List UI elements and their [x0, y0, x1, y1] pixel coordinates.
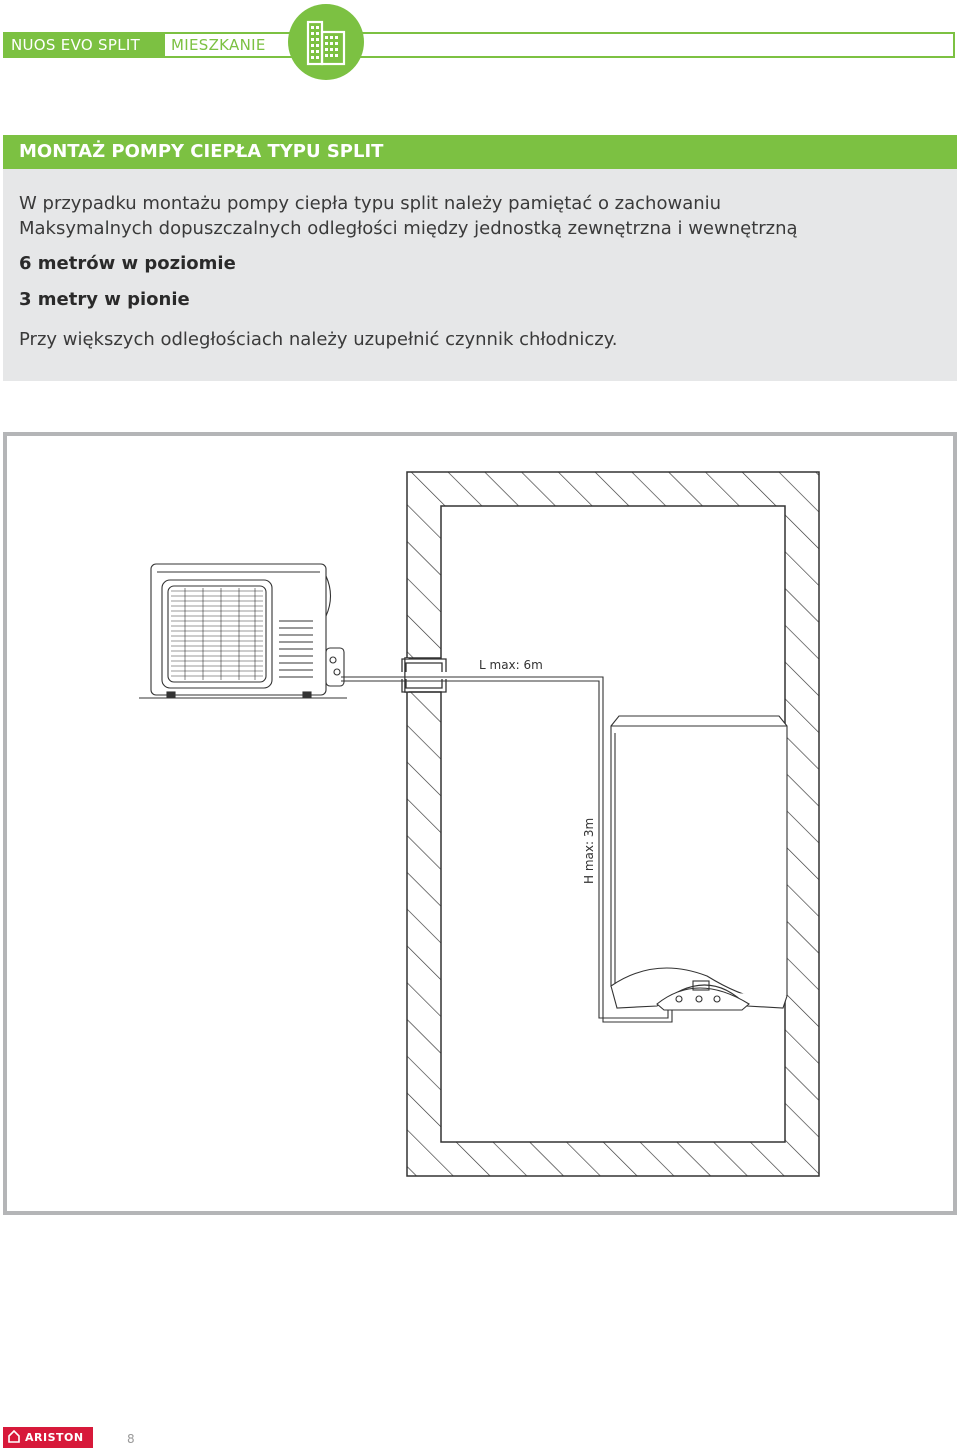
ariston-logo [3, 1427, 93, 1448]
intro-line-1: W przypadku montażu pompy ciepła typu split należy pamiętać o zachowaniu [19, 193, 722, 214]
vertical-limit: 3 metry w pionie [19, 289, 190, 310]
label-height: H max: 3m [582, 817, 596, 884]
section-title: MONTAŻ POMPY CIEPŁA TYPU SPLIT [3, 135, 957, 169]
wall-sleeve [402, 659, 446, 692]
outdoor-unit [139, 564, 347, 698]
section-body [3, 169, 957, 381]
apartment-building-icon [288, 4, 364, 80]
installation-diagram [3, 432, 957, 1215]
category-name: MIESZKANIE [171, 36, 266, 54]
intro-line-2: Maksymalnych dopuszczalnych odległości między jednostką zewnętrzna i wewnętrzną [19, 218, 798, 239]
house-icon [8, 1430, 20, 1443]
indoor-unit [611, 716, 787, 1010]
horizontal-limit: 6 metrów w poziomie [19, 253, 236, 274]
header-bar [3, 32, 955, 58]
page-number: 8 [127, 1432, 135, 1446]
intro-paragraph [19, 191, 798, 241]
refrigerant-note: Przy większych odległościach należy uzupełnić czynnik chłodniczy. [19, 329, 618, 350]
product-name: NUOS EVO SPLIT [5, 34, 165, 56]
label-length: L max: 6m [479, 658, 543, 672]
brand-name: ARISTON [25, 1431, 84, 1444]
